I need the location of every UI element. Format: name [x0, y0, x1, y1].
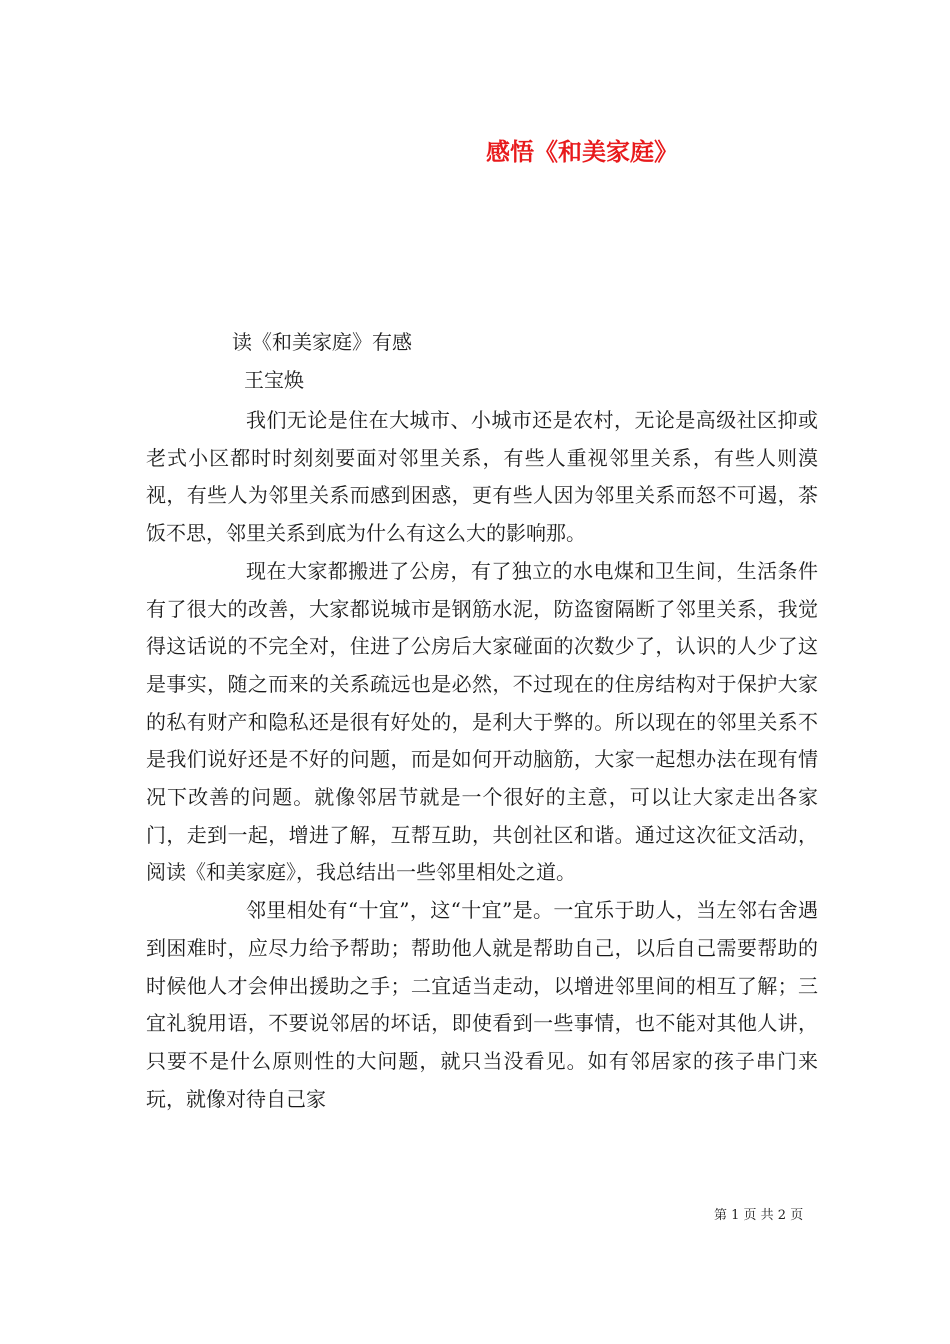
document-subtitle: 读《和美家庭》有感: [232, 330, 412, 354]
body-paragraph: 现在大家都搬进了公房，有了独立的水电煤和卫生间，生活条件有了很大的改善，大家都说城市是钢筋水泥，防盗窗隔断了邻里关系，我觉得这话说的不完全对，住进了公房后大家碰面的次数少了，认识的人少了这是事实，随之而来的关系疏远也是必然，不过现在的住房结构对于保护大家的私有财产和隐私还是很有好处的，是利大于弊的。所以现在的邻里关系不是我们说好还是不好的问题，而是如何开动脑筋，大家一起想办法在现有情况下改善的问题。就像邻居节就是一个很好的主意，可以让大家走出各家门，走到一起，增进了解，互帮互助，共创社区和谐。通过这次征文活动，阅读《和美家庭》，我总结出一些邻里相处之道。: [146, 558, 818, 885]
body-paragraph: 我们无论是住在大城市、小城市还是农村，无论是高级社区抑或老式小区都时时刻刻要面对邻里关系，有些人重视邻里关系，有些人则漠视，有些人为邻里关系而感到困惑，更有些人因为邻里关系而怒不可遏，茶饭不思，邻里关系到底为什么有这么大的影响那。: [146, 408, 818, 546]
document-body: [146, 402, 818, 1118]
page-number-footer: 第 1 页 共 2 页: [714, 1208, 804, 1223]
body-paragraph: 邻里相处有“十宜”，这“十宜”是。一宜乐于助人，当左邻右舍遇到困难时，应尽力给予帮助；帮助他人就是帮助自己，以后自己需要帮助的时候他人才会伸出援助之手；二宜适当走动，以增进邻里间的相互了解；三宜礼貌用语，不要说邻居的坏话，即使看到一些事情，也不能对其他人讲，只要不是什么原则性的大问题，就只当没看见。如有邻居家的孩子串门来玩，就像对待自己家: [146, 898, 818, 1111]
document-title: 感悟《和美家庭》: [486, 137, 678, 166]
author-name: 王宝焕: [244, 368, 304, 392]
